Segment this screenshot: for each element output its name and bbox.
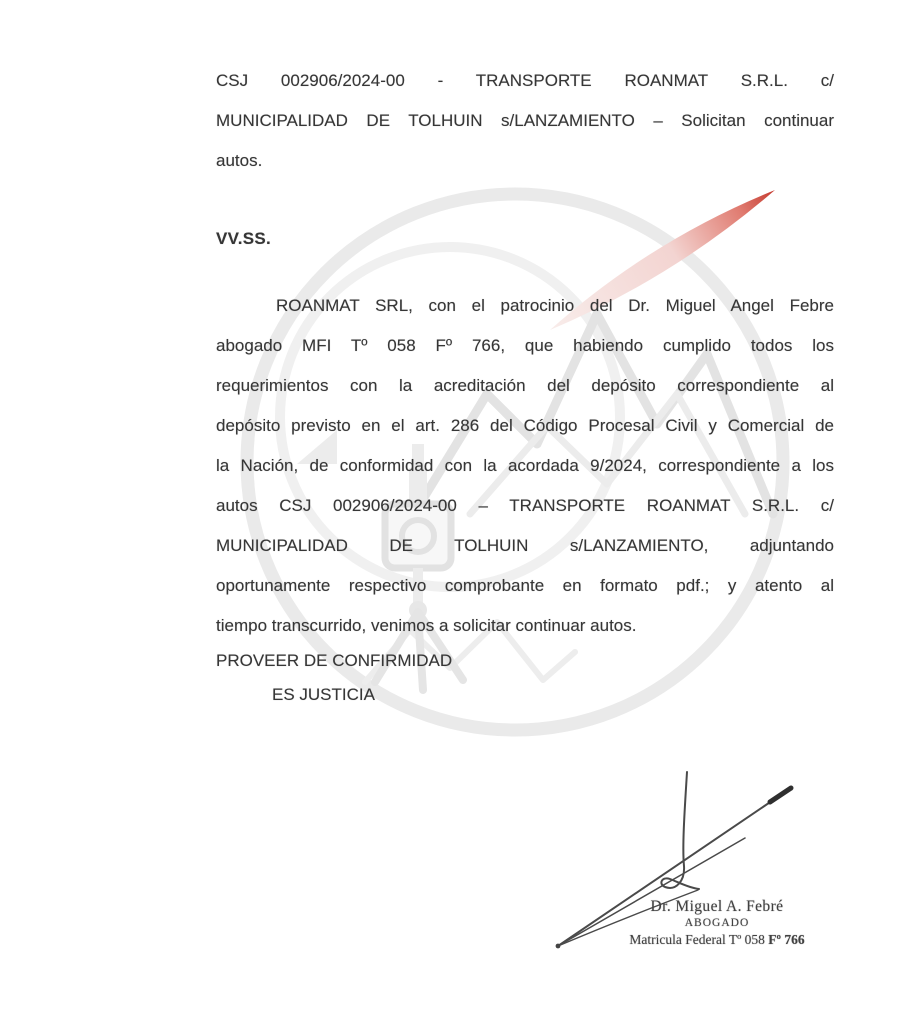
text-line: tiempo transcurrido, venimos a solicitar continuar autos.: [216, 616, 637, 635]
case-caption: [216, 61, 834, 181]
closing-line-2: ES JUSTICIA: [272, 685, 375, 704]
text-line: depósito previsto en el art. 286 del Código Procesal Civil y Comercial de: [216, 416, 834, 435]
text-line: autos CSJ 002906/2024-00 – TRANSPORTE ROANMAT S.R.L. c/: [216, 496, 834, 515]
closing-line-1: PROVEER DE CONFIRMIDAD: [216, 651, 453, 670]
text-line: oportunamente respectivo comprobante en formato pdf.; y atento al: [216, 576, 834, 595]
registration-text: Matricula Federal Tº 058: [629, 932, 769, 947]
registration-number: Fº 766: [768, 932, 805, 947]
text-line: requerimientos con la acreditación del depósito correspondiente al: [216, 376, 834, 395]
text-line: ROANMAT SRL, con el patrocinio del Dr. Miguel Angel Febre: [276, 296, 834, 315]
body-paragraph: [216, 286, 834, 646]
text-line: MUNICIPALIDAD DE TOLHUIN s/LANZAMIENTO – Solicitan continuar: [216, 111, 834, 130]
attorney-registration: [592, 931, 842, 948]
text-line: la Nación, de conformidad con la acordada 9/2024, correspondiente a los: [216, 456, 834, 475]
attorney-title: ABOGADO: [684, 917, 750, 929]
text-line: autos.: [216, 151, 263, 170]
text-line: abogado MFI Tº 058 Fº 766, que habiendo cumplido todos los: [216, 336, 834, 355]
text-line: MUNICIPALIDAD DE TOLHUIN s/LANZAMIENTO, adjuntando: [216, 536, 834, 555]
attorney-name: Dr. Miguel A. Febré: [650, 898, 784, 915]
closing-petition: [216, 644, 834, 712]
attorney-stamp: [592, 897, 842, 948]
text-line: CSJ 002906/2024-00 - TRANSPORTE ROANMAT S.R.L. c/: [216, 71, 834, 90]
salutation: VV.SS.: [216, 229, 272, 248]
